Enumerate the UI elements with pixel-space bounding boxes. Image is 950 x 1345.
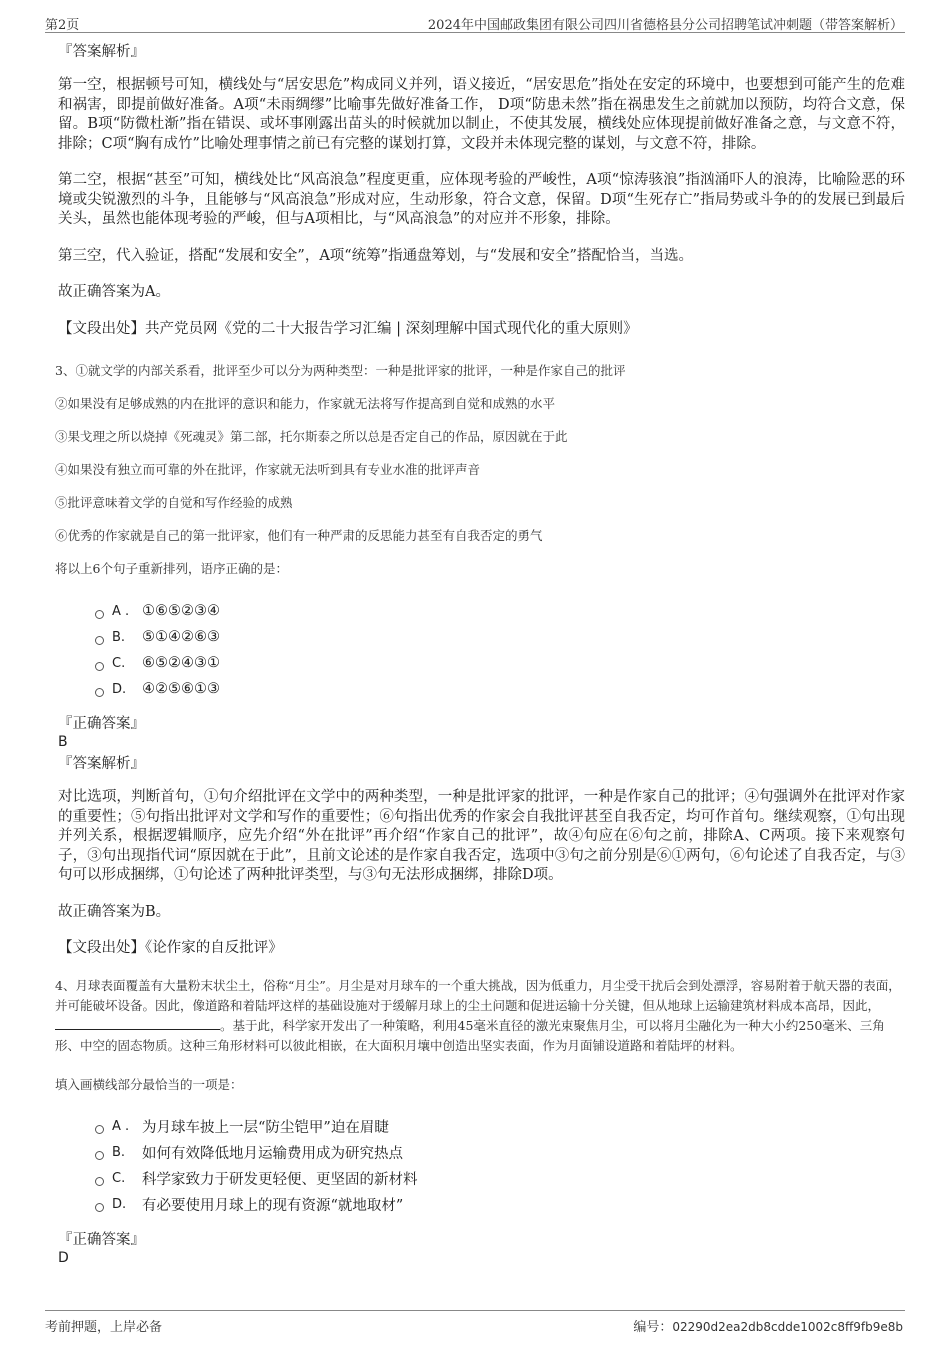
q3-options [95, 598, 905, 702]
option-letter: B. [112, 1145, 126, 1160]
option-letter: A . [112, 1119, 130, 1134]
option-text: 有必要使用月球上的现有资源“就地取材” [142, 1198, 404, 1214]
option-letter: D. [112, 681, 127, 697]
q4-stem-before: 4、月球表面覆盖有大量粉末状尘土，俗称“月尘”。月尘是对月球车的一个重大挑战，因为低重力，月尘受干扰后会到处漂浮，容易附着于航天器的表面，并可能破坏设备。因此，像道路和着陆坪这样的基础设施对于缓解月球上的尘土问题和促进运输十分关键，但从地球上运输建筑材料成本高昂，因此， [55, 977, 901, 1013]
radio-icon[interactable] [95, 1125, 104, 1134]
radio-icon[interactable] [95, 610, 104, 619]
q4-option-d[interactable] [95, 1192, 905, 1218]
q4-stem-after: 。基于此，科学家开发出了一种策略，利用45毫米直径的激光束聚焦月尘，可以将月尘融化为一种大小约250毫米、三角形、中空的固态物质。这种三角形材料可以彼此相嵌，在大面积月壤中创造出坚实表面，作为月面铺设道路和着陆坪的材料。 [55, 1017, 885, 1053]
q2-source: 【文段出处】共产党员网《党的二十大报告学习汇编 | 深刻理解中国式现代化的重大原则》 [58, 320, 638, 337]
q3-analysis: 对比选项，判断首句，①句介绍批评在文学中的两种类型，一种是批评家的批评，一种是作家自己的批评；④句强调外在批评对作家的重要性；⑤句指出批评对文学和写作的重要性；⑥句指出优秀的作家会自我批评甚至自我否定，均可作首句。继续观察，①句出现并列关系，根据逻辑顺序，应先介绍“外在批评”再介绍“作家自己的批评”，故④句应在⑥句之前，排除A、C两项。接下来观察句子，③句出现指代词“原因就在于此”，且前文论述的是作家自我否定，选项中③句之前分别是⑥①两句，⑥句论述了自我否定，与③句可以形成捆绑，①句论述了两种批评类型，与③句无法形成捆绑，排除D项。 [58, 789, 905, 883]
page-number: 第2页 [45, 18, 80, 33]
document-title: 2024年中国邮政集团有限公司四川省德格县分公司招聘笔试冲刺题（带答案解析） [427, 18, 903, 33]
option-text: ④②⑤⑥①③ [142, 681, 220, 697]
q2-analysis-label: 『答案解析』 [58, 44, 145, 60]
q2-analysis-paragraph: 第一空，根据顿号可知，横线处与“居安思危”构成同义并列，语义接近，“居安思危”指处在安定的环境中，也要想到可能产生的危难和祸害，即提前做好准备。A项“未雨绸缪”比喻事先做好准备工作， D项“防患未然”指在祸患发生之前就加以预防，均符合文意，保留。B项“防微杜渐”指在错误、或坏事刚露出苗头的时候就加以制止，不使其发展，横线处应体现提前做好准备之意，与文意不符，排除；C项“胸有成竹”比喻处理事情之前已有完整的谋划打算，文段并未体现完整的谋划，与文意不符，排除。 [58, 77, 905, 152]
q3-sentence: ②如果没有足够成熟的内在批评的意识和能力，作家就无法将写作提高到自觉和成熟的水平 [55, 396, 556, 411]
radio-icon[interactable] [95, 1203, 104, 1212]
q4-answer: D [58, 1249, 69, 1266]
q3-option-c[interactable] [95, 650, 905, 676]
q3-option-d[interactable] [95, 676, 905, 702]
document-id-label: 编号： [633, 1320, 673, 1335]
option-letter: B. [112, 629, 126, 645]
radio-icon[interactable] [95, 636, 104, 645]
q4-options [95, 1114, 905, 1218]
q3-option-a[interactable] [95, 598, 905, 624]
q4-fill-blank [55, 1017, 220, 1030]
option-text: ⑥⑤②④③① [142, 655, 220, 671]
option-letter: D. [112, 1197, 127, 1212]
q3-sentence: 3、①就文学的内部关系看，批评至少可以分为两种类型：一种是批评家的批评，一种是作家自己的批评 [55, 363, 626, 378]
q3-option-b[interactable] [95, 624, 905, 650]
radio-icon[interactable] [95, 662, 104, 671]
q2-analysis-paragraph: 第二空，根据“甚至”可知，横线处比“风高浪急”程度更重，应体现考验的严峻性，A项“惊涛骇浪”指汹涌吓人的浪涛，比喻险恶的环境或尖锐激烈的斗争，且能够与“风高浪急”形成对应，生动形象，符合文意，保留。D项“生死存亡”指局势或斗争的的发展已到最后关头，虽然也能体现考验的严峻，但与A项相比，与“风高浪急”的对应并不形象，排除。 [58, 172, 905, 227]
page-footer [45, 1310, 905, 1335]
footer-slogan: 考前押题，上岸必备 [45, 1320, 163, 1335]
q3-answer: B [58, 734, 68, 750]
option-text: ⑤①④②⑥③ [142, 629, 220, 645]
radio-icon[interactable] [95, 1177, 104, 1186]
radio-icon[interactable] [95, 688, 104, 697]
q3-source: 【文段出处】《论作家的自反批评》 [58, 940, 283, 956]
q3-prompt: 将以上6个句子重新排列，语序正确的是： [55, 561, 288, 576]
page-content [55, 42, 905, 1270]
q4-answer-label: 『正确答案』 [58, 1231, 145, 1248]
q4-option-a[interactable] [95, 1114, 905, 1140]
q4-prompt: 填入画横线部分最恰当的一项是： [55, 1076, 243, 1092]
option-text: ①⑥⑤②③④ [142, 603, 220, 619]
option-text: 科学家致力于研发更轻便、更坚固的新材料 [142, 1172, 418, 1188]
option-letter: C. [112, 1171, 126, 1186]
q2-analysis-paragraph: 第三空，代入验证，搭配“发展和安全”，A项“统筹”指通盘筹划，与“发展和安全”搭配恰当，当选。 [58, 247, 693, 264]
q4-stem [55, 976, 905, 1056]
option-letter: A . [112, 603, 130, 619]
q2-conclusion: 故正确答案为A。 [58, 284, 170, 300]
q3-sentence: ③果戈理之所以烧掉《死魂灵》第二部，托尔斯泰之所以总是否定自己的作品，原因就在于此 [55, 429, 568, 444]
q3-conclusion: 故正确答案为B。 [58, 903, 171, 920]
q3-analysis-label: 『答案解析』 [58, 756, 145, 772]
q3-sentence: ⑥优秀的作家就是自己的第一批评家，他们有一种严肃的反思能力甚至有自我否定的勇气 [55, 528, 543, 543]
radio-icon[interactable] [95, 1151, 104, 1160]
q4-option-c[interactable] [95, 1166, 905, 1192]
option-text: 为月球车披上一层“防尘铠甲”迫在眉睫 [142, 1120, 389, 1136]
document-id-value: 02290d2ea2db8cdde1002c8ff9fb9e8b [672, 1320, 903, 1334]
q3-sentence: ④如果没有独立而可靠的外在批评，作家就无法听到具有专业水准的批评声音 [55, 462, 481, 477]
document-id [633, 1316, 903, 1335]
q4-option-b[interactable] [95, 1140, 905, 1166]
q3-sentence: ⑤批评意味着文学的自觉和写作经验的成熟 [55, 495, 293, 510]
q3-answer-label: 『正确答案』 [58, 716, 145, 732]
option-letter: C. [112, 655, 126, 671]
page-header [45, 12, 905, 33]
option-text: 如何有效降低地月运输费用成为研究热点 [142, 1146, 403, 1162]
